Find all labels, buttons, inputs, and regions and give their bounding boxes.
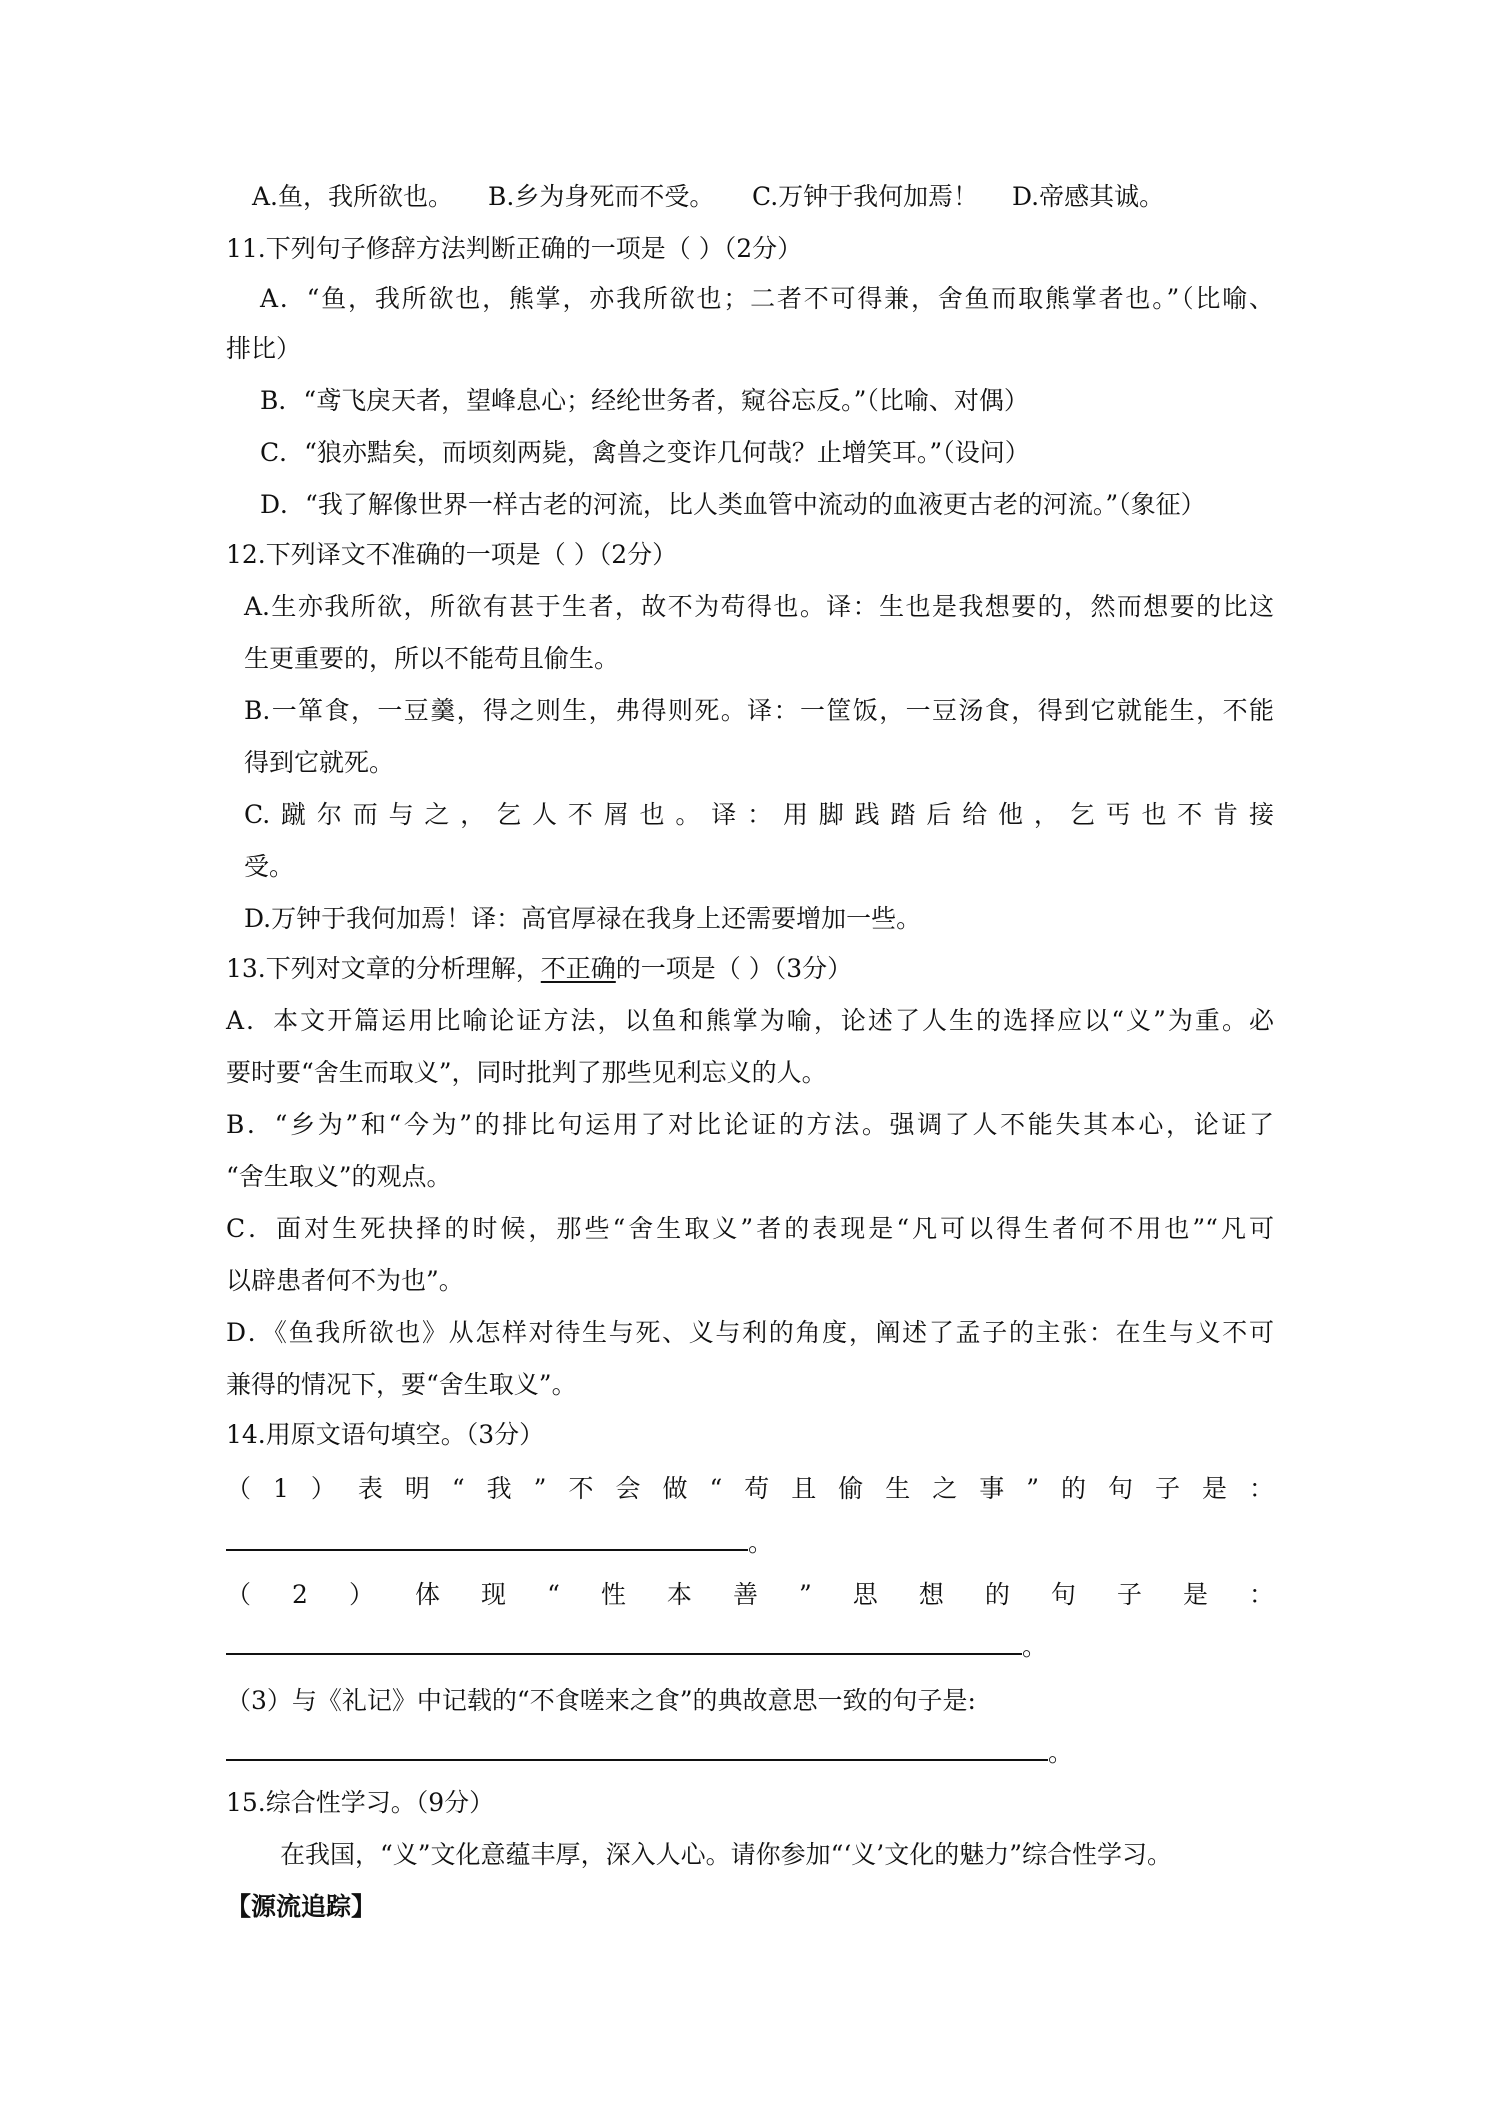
q12-option-c-line2: 受。 — [244, 852, 295, 881]
q11-option-d: D．“我了解像世界一样古老的河流，比人类血管中流动的血液更古老的河流。”（象征） — [260, 490, 1206, 519]
q14-part3-prompt: （3）与《礼记》中记载的“不食嗟来之食”的典故意思一致的句子是: — [226, 1686, 976, 1715]
answer-blank[interactable] — [226, 1737, 1048, 1761]
q13-option-d-line2: 兼得的情况下，要“舍生取义”。 — [226, 1370, 577, 1399]
period: 。 — [1022, 1632, 1048, 1661]
q12-option-b-line2: 得到它就死。 — [244, 748, 395, 777]
q13-option-a-line2: 要时要“舍生而取义”，同时批判了那些见利忘义的人。 — [226, 1058, 827, 1087]
q14-part3-answer — [226, 1736, 1073, 1770]
q13-option-b-line2: “舍生取义”的观点。 — [226, 1162, 452, 1191]
q10-option-b: B.乡为身死而不受。 — [488, 182, 715, 211]
q14-stem: 14.用原文语句填空。（3分） — [226, 1420, 545, 1449]
q12-option-d: D.万钟于我何加焉！译：高官厚禄在我身上还需要增加一些。 — [244, 904, 922, 933]
q11-option-c: C．“狼亦黠矣，而顷刻两毙，禽兽之变诈几何哉？止增笑耳。”（设问） — [260, 438, 1030, 467]
period: 。 — [1048, 1738, 1074, 1767]
q15-intro: 在我国，“义”文化意蕴丰厚，深入人心。请你参加“‘义’文化的魅力”综合性学习。 — [280, 1840, 1173, 1869]
q11-option-a-line2: 排比） — [226, 334, 302, 363]
answer-blank[interactable] — [226, 1631, 1022, 1655]
answer-blank[interactable] — [226, 1527, 748, 1551]
q13-option-a-line1: A．本文开篇运用比喻论证方法，以鱼和熊掌为喻，论述了人生的选择应以“义”为重。必 — [226, 1006, 1274, 1035]
q10-option-d: D.帝感其诚。 — [1012, 182, 1165, 211]
q15-stem: 15.综合性学习。（9分） — [226, 1788, 495, 1817]
q13-stem-underlined: 不正确 — [540, 954, 616, 983]
q13-option-c-line2: 以辟患者何不为也”。 — [226, 1266, 464, 1295]
q15-section-heading: 【源流追踪】 — [226, 1892, 377, 1921]
q12-option-c-line1: C.蹴尔而与之，乞人不屑也。译：用脚践踏后给他，乞丐也不肯接 — [244, 800, 1274, 829]
q12-option-b-line1: B.一箪食，一豆羹，得之则生，弗得则死。译：一筐饭，一豆汤食，得到它就能生，不能 — [244, 696, 1274, 725]
q12-option-a-line1: A.生亦我所欲，所欲有甚于生者，故不为苟得也。译：生也是我想要的，然而想要的比这 — [244, 592, 1274, 621]
q12-stem: 12.下列译文不准确的一项是（ ）（2分） — [226, 540, 678, 569]
q14-part2-prompt: （2）体现“性本善”思想的句子是： — [226, 1580, 1274, 1609]
q14-part1-prompt: （1）表明“我”不会做“苟且偷生之事”的句子是： — [226, 1474, 1274, 1503]
q14-part1-answer — [226, 1526, 773, 1560]
q13-stem — [226, 952, 852, 986]
q10-option-c: C.万钟于我何加焉！ — [752, 182, 979, 211]
q10-option-a: A.鱼，我所欲也。 — [252, 182, 454, 211]
q11-option-a-line1: A．“鱼，我所欲也，熊掌，亦我所欲也；二者不可得兼，舍鱼而取熊掌者也。”（比喻、 — [260, 284, 1274, 313]
q13-option-b-line1: B．“乡为”和“今为”的排比句运用了对比论证的方法。强调了人不能失其本心，论证了 — [226, 1110, 1274, 1139]
q13-option-c-line1: C．面对生死抉择的时候，那些“舍生取义”者的表现是“凡可以得生者何不用也”“凡可 — [226, 1214, 1274, 1243]
q11-option-b: B．“鸢飞戾天者，望峰息心；经纶世务者，窥谷忘反。”（比喻、对偶） — [260, 386, 1029, 415]
q13-stem-post: 的一项是（ ）（3分） — [615, 954, 853, 983]
period: 。 — [748, 1528, 774, 1557]
q12-option-a-line2: 生更重要的，所以不能苟且偷生。 — [244, 644, 620, 673]
q14-part2-answer — [226, 1630, 1047, 1664]
q13-stem-pre: 13.下列对文章的分析理解， — [226, 954, 541, 983]
q13-option-d-line1: D．《鱼我所欲也》从怎样对待生与死、义与利的角度，阐述了孟子的主张：在生与义不可 — [226, 1318, 1274, 1347]
q11-stem: 11.下列句子修辞方法判断正确的一项是（ ）（2分） — [226, 234, 803, 263]
